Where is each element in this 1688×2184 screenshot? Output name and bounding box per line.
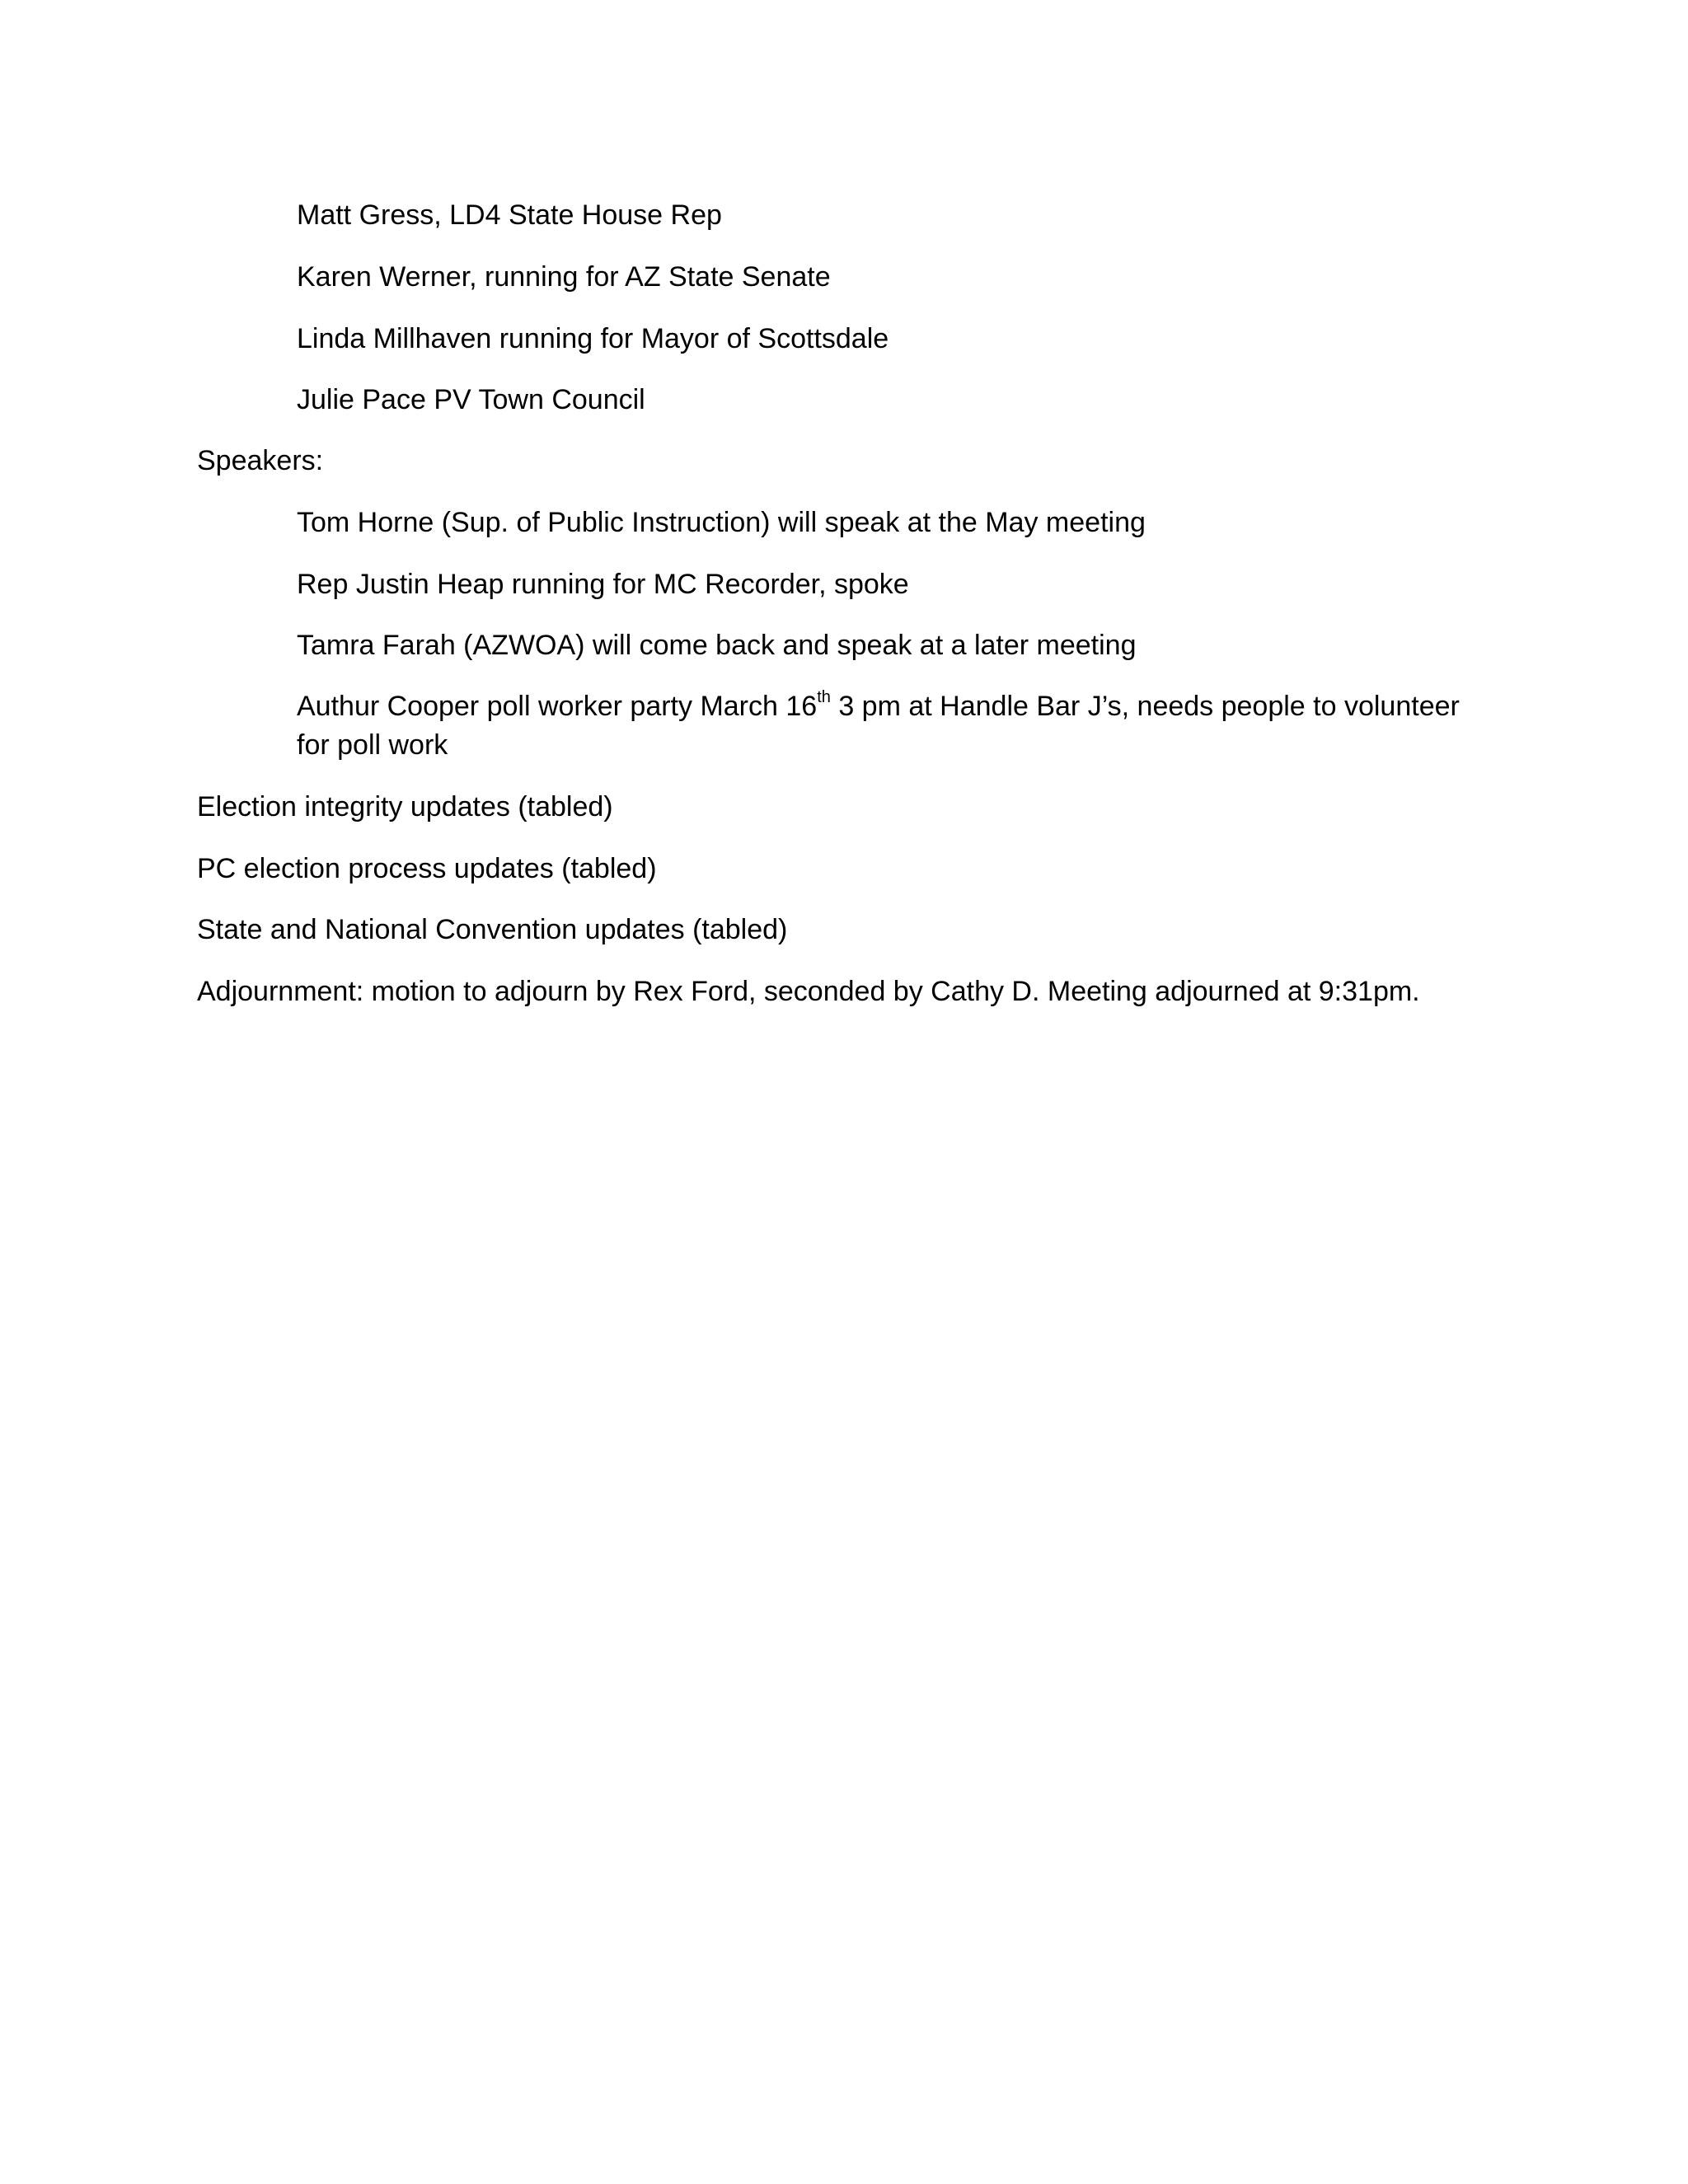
supporter-line: Karen Werner, running for AZ State Senate <box>297 261 831 293</box>
supporter-line: Julie Pace PV Town Council <box>297 384 645 415</box>
poll-party-text-end: 3 pm at Handle Bar J’s, needs people to volunteer <box>830 691 1460 722</box>
agenda-line: Election integrity updates (tabled) <box>197 791 613 823</box>
poll-party-text-start: Authur Cooper poll worker party March 16 <box>297 691 818 722</box>
ordinal-superscript: th <box>817 687 831 706</box>
poll-party-line <box>297 687 1460 726</box>
speaker-line: Tom Horne (Sup. of Public Instruction) will speak at the May meeting <box>297 507 1146 538</box>
agenda-line: PC election process updates (tabled) <box>197 853 657 884</box>
supporter-line: Linda Millhaven running for Mayor of Scottsdale <box>297 323 889 354</box>
speaker-line: Rep Justin Heap running for MC Recorder, spoke <box>297 569 909 600</box>
poll-party-continuation: for poll work <box>297 729 448 761</box>
adjournment-line: Adjournment: motion to adjourn by Rex Ford, seconded by Cathy D. Meeting adjourned at 9:31pm. <box>197 976 1420 1007</box>
supporter-line: Matt Gress, LD4 State House Rep <box>297 199 722 231</box>
speakers-heading: Speakers: <box>197 445 324 476</box>
agenda-line: State and National Convention updates (tabled) <box>197 914 788 945</box>
speaker-line: Tamra Farah (AZWOA) will come back and speak at a later meeting <box>297 630 1137 661</box>
